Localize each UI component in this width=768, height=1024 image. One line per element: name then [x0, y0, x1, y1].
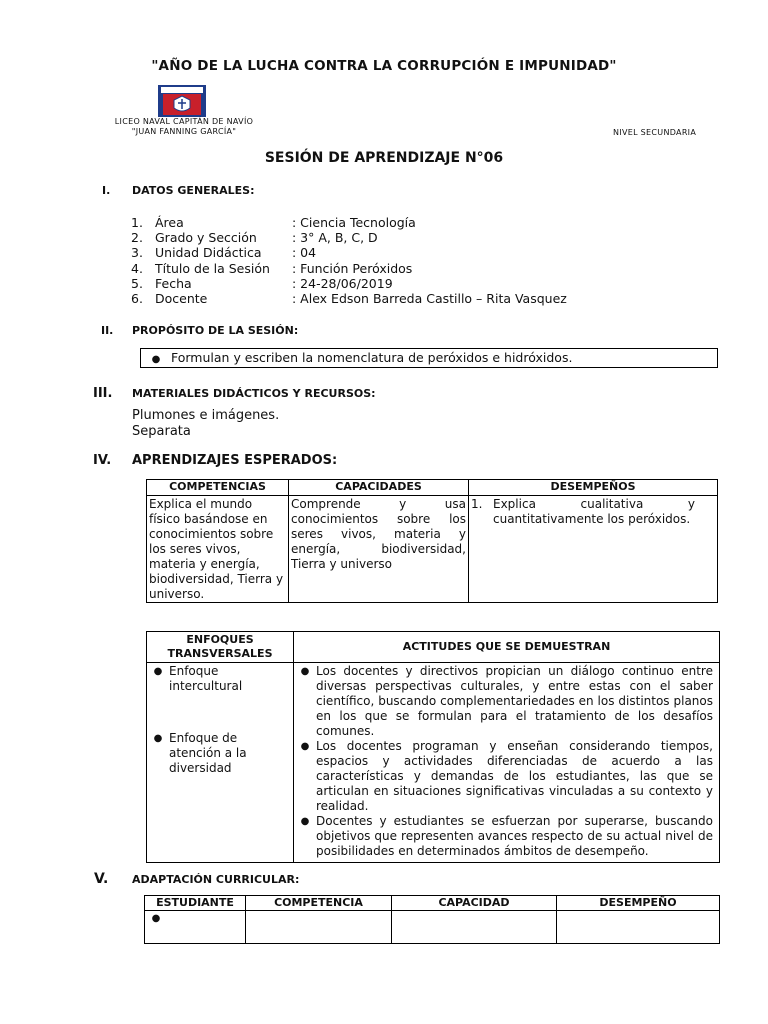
section-4-number: IV. [93, 453, 112, 468]
school-name-line1: LICEO NAVAL CAPITÁN DE NAVÍO [114, 117, 254, 126]
datos-row-number: 2. [131, 230, 143, 246]
school-name [104, 117, 264, 137]
datos-row-label: Grado y Sección [155, 230, 257, 246]
actitud-text: Los docentes programan y enseñan considerando tiempos, espacios y actividades diferenciadas de acuerdo a las características y demandas de los estudiantes, las que se articulan en situaciones significativas vinculadas a su contexto y realidad. [316, 739, 713, 813]
datos-row-number: 4. [131, 260, 143, 276]
bullet-icon: ● [151, 913, 161, 924]
table-row [147, 496, 718, 603]
section-1-title: DATOS GENERALES: [132, 184, 255, 197]
datos-row [131, 276, 567, 291]
actitudes-cell [294, 663, 720, 863]
list-item [294, 664, 713, 739]
year-motto: "AÑO DE LA LUCHA CONTRA LA CORRUPCIÓN E IMPUNIDAD" [151, 58, 617, 74]
desempeno-text: Explica cualitativa y cuantitativamente los peróxidos. [493, 497, 695, 526]
section-2-number: II. [101, 324, 114, 337]
datos-row-value: : 24-28/06/2019 [292, 275, 393, 291]
section-2-title: PROPÓSITO DE LA SESIÓN: [132, 324, 299, 337]
datos-row-label: Fecha [155, 275, 192, 291]
table-row [145, 911, 720, 944]
column-header-competencia: COMPETENCIA [246, 896, 392, 911]
enfoques-cell [147, 663, 294, 863]
aprendizajes-table [146, 479, 718, 603]
datos-row-label: Título de la Sesión [155, 260, 270, 276]
datos-generales-list [131, 215, 567, 306]
column-header-capacidades: CAPACIDADES [289, 480, 469, 496]
adaptacion-table [144, 895, 720, 944]
datos-row-value: : Alex Edson Barreda Castillo – Rita Vasquez [292, 291, 567, 307]
school-name-line2: "JUAN FANNING GARCÍA" [131, 127, 237, 136]
capacidad-cell: Comprende y usa conocimientos sobre los seres vivos, materia y energía, biodiversidad, Tierra y universo [289, 496, 469, 603]
session-title: SESIÓN DE APRENDIZAJE N°06 [264, 150, 504, 166]
column-header-competencias: COMPETENCIAS [147, 480, 289, 496]
bullet-icon: ● [300, 816, 310, 827]
materials-list [132, 408, 279, 440]
bullet-icon: ● [300, 666, 310, 677]
list-item [147, 731, 293, 776]
column-header-desempenos: DESEMPEÑOS [469, 480, 718, 496]
datos-row-number: 6. [131, 291, 143, 307]
purpose-box [140, 348, 718, 368]
competencia-cell: Explica el mundo físico basándose en conocimientos sobre los seres vivos, materia y energía, biodiversidad, Tierra y universo. [147, 496, 289, 603]
section-3-title: MATERIALES DIDÁCTICOS Y RECURSOS: [132, 387, 376, 400]
datos-row-label: Unidad Didáctica [155, 245, 262, 261]
actitud-text: Docentes y estudiantes se esfuerzan por superarse, buscando objetivos que representen avances respecto de su actual nivel de posibilidades en determinados ámbitos de desempeño. [316, 814, 713, 858]
list-item [147, 664, 293, 694]
datos-row [131, 261, 567, 276]
desempeno-cell[interactable] [557, 911, 720, 944]
enfoque-text: Enfoque de atención a la diversidad [169, 731, 247, 775]
column-header-estudiante: ESTUDIANTE [145, 896, 246, 911]
datos-row-value: : 3° A, B, C, D [292, 230, 378, 246]
materials-item: Plumones e imágenes. [132, 408, 280, 423]
column-header-capacidad: CAPACIDAD [392, 896, 557, 911]
bullet-icon: ● [153, 666, 163, 677]
table-row [147, 663, 720, 863]
section-3-number: III. [93, 386, 113, 401]
datos-row [131, 215, 567, 230]
enfoque-text: Enfoque intercultural [169, 664, 243, 693]
section-4-title: APRENDIZAJES ESPERADOS: [132, 453, 338, 468]
estudiante-cell[interactable] [145, 911, 246, 944]
desempeno-cell [469, 496, 718, 603]
datos-row-number: 3. [131, 245, 143, 261]
section-5-number: V. [94, 871, 109, 887]
capacidad-cell[interactable] [392, 911, 557, 944]
school-level: NIVEL SECUNDARIA [613, 128, 697, 137]
section-1-number: I. [102, 184, 111, 197]
desempeno-number: 1. [471, 497, 483, 511]
bullet-icon: ● [300, 741, 310, 752]
bullet-icon: ● [151, 354, 161, 365]
datos-row-value: : 04 [292, 245, 317, 261]
datos-row [131, 245, 567, 260]
datos-row-number: 1. [131, 215, 143, 230]
bullet-icon: ● [153, 733, 163, 744]
datos-row-label: Área [155, 215, 184, 230]
column-header-desempeno: DESEMPEÑO [557, 896, 720, 911]
materials-item: Separata [132, 424, 191, 439]
actitud-text: Los docentes y directivos propician un diálogo continuo entre diversas perspectivas culturales, y entre estas con el saber científico, buscando complementariedades en los distintos planos en los que se formulan para el tratamiento de los desafíos comunes. [316, 664, 713, 738]
datos-row-value: : Función Peróxidos [292, 260, 413, 276]
column-header-actitudes: ACTITUDES QUE SE DEMUESTRAN [294, 632, 720, 663]
list-item [294, 739, 713, 814]
datos-row-label: Docente [155, 291, 208, 307]
section-5-title: ADAPTACIÓN CURRICULAR: [132, 873, 300, 886]
list-item [294, 814, 713, 859]
datos-row [131, 230, 567, 245]
datos-row-value: : Ciencia Tecnología [292, 215, 416, 230]
column-header-enfoques: ENFOQUES TRANSVERSALES [147, 632, 294, 663]
purpose-text: Formulan y escriben la nomenclatura de peróxidos e hidróxidos. [171, 350, 573, 365]
datos-row [131, 291, 567, 306]
competencia-cell[interactable] [246, 911, 392, 944]
datos-row-number: 5. [131, 275, 143, 291]
enfoques-table [146, 631, 720, 863]
school-crest-icon [157, 84, 207, 118]
